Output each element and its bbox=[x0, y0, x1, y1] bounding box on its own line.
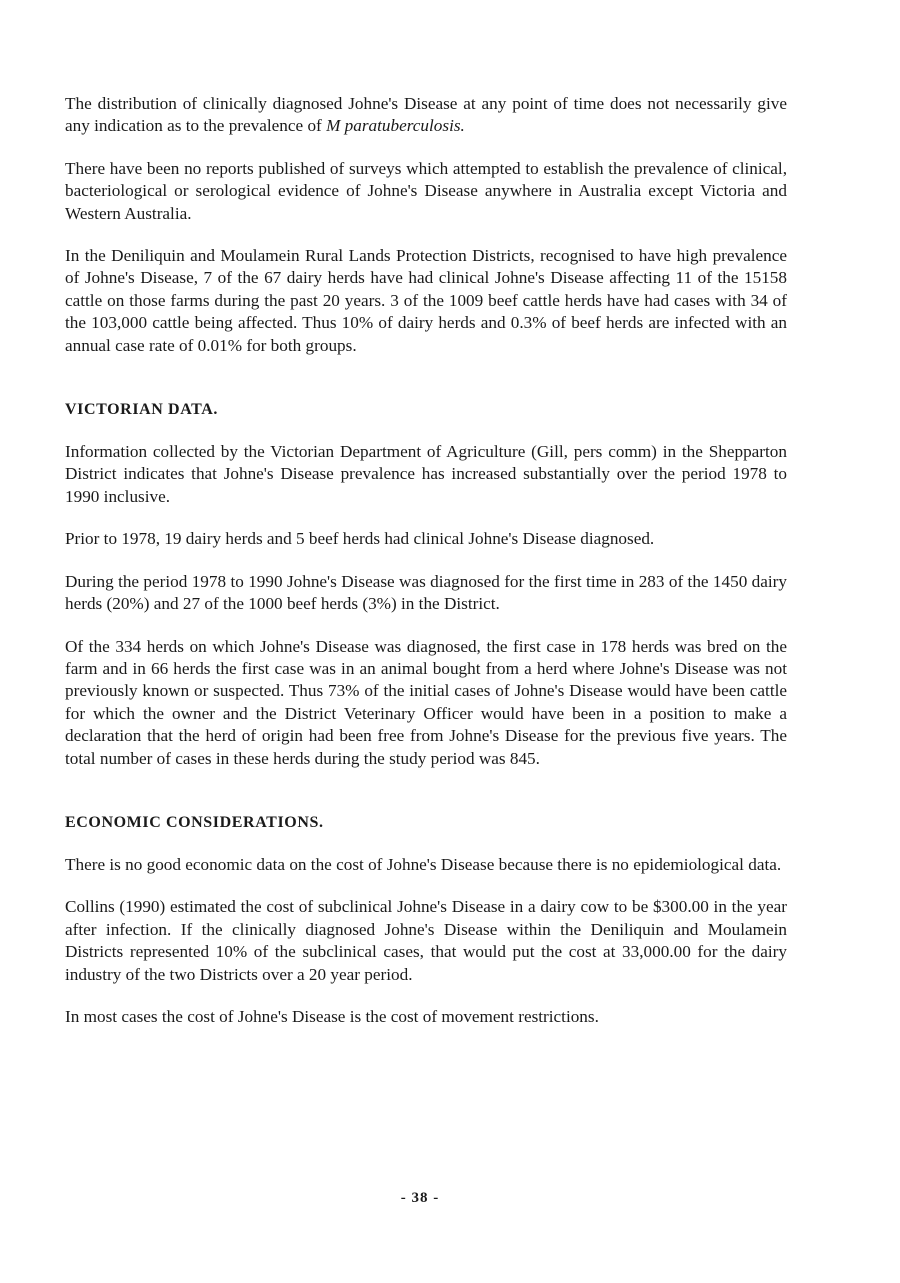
paragraph-prior-1978: Prior to 1978, 19 dairy herds and 5 beef herds had clinical Johne's Disease diagnosed. bbox=[65, 529, 655, 549]
paragraph-prevalence-note bbox=[65, 93, 787, 138]
heading-victorian-data: VICTORIAN DATA. bbox=[65, 401, 219, 419]
heading-economic-considerations: ECONOMIC CONSIDERATIONS. bbox=[65, 813, 324, 831]
paragraph-shepparton: Information collected by the Victorian Department of Agriculture (Gill, pers comm) in the Shepparton District indicates that Johne's Disease prevalence has increased substantially over the period 1978 to 1990 inclusive. bbox=[65, 442, 787, 506]
paragraph-movement-restrictions: In most cases the cost of Johne's Disease is the cost of movement restrictions. bbox=[65, 1006, 599, 1026]
organism-name: M paratuberculosis. bbox=[326, 116, 465, 136]
paragraph-text: The distribution of clinically diagnosed Johne's Disease at any point of time does not necessarily give any indication as to the prevalence of bbox=[65, 94, 787, 136]
paragraph-deniliquin: In the Deniliquin and Moulamein Rural Lands Protection Districts, recognised to have high prevalence of Johne's Disease, 7 of the 67 dairy herds have had clinical Johne's Disease affecting 11 of the 15158 cattle on those farms during the past 20 years. 3 of the 1009 beef cattle herds have had cases with 34 of the 103,000 cattle being affected. Thus 10% of dairy herds and 0.3% of beef herds are infected with an annual case rate of 0.01% for both groups. bbox=[65, 246, 787, 355]
page-number: - 38 - bbox=[400, 1190, 440, 1206]
paragraph-no-surveys: There have been no reports published of surveys which attempted to establish the prevalence of clinical, bacteriological or serological evidence of Johne's Disease anywhere in Australia except Victoria and Western Australia. bbox=[65, 158, 787, 223]
document-page bbox=[65, 93, 787, 1028]
paragraph-1978-1990: During the period 1978 to 1990 Johne's Disease was diagnosed for the first time in 283 of the 1450 dairy herds (20%) and 27 of the 1000 beef herds (3%) in the District. bbox=[65, 571, 787, 614]
paragraph-no-economic-data: There is no good economic data on the cost of Johne's Disease because there is no epidemiological data. bbox=[65, 854, 782, 874]
paragraph-334-herds: Of the 334 herds on which Johne's Disease was diagnosed, the first case in 178 herds was bred on the farm and in 66 herds the first case was in an animal bought from a herd where Johne's Disease was not previously known or suspected. Thus 73% of the initial cases of Johne's Disease would have been cattle for which the owner and the District Veterinary Officer would have been in a position to make a declaration that the herd of origin had been free from Johne's Disease for the previous five years. The total number of cases in these herds during the study period was 845. bbox=[65, 636, 787, 768]
paragraph-collins-estimate: Collins (1990) estimated the cost of subclinical Johne's Disease in a dairy cow to be $300.00 in the year after infection. If the clinically diagnosed Johne's Disease within the Deniliquin and Moulamein Districts represented 10% of the subclinical cases, that would put the cost at 33,000.00 for the dairy industry of the two Districts over a 20 year period. bbox=[65, 897, 787, 984]
